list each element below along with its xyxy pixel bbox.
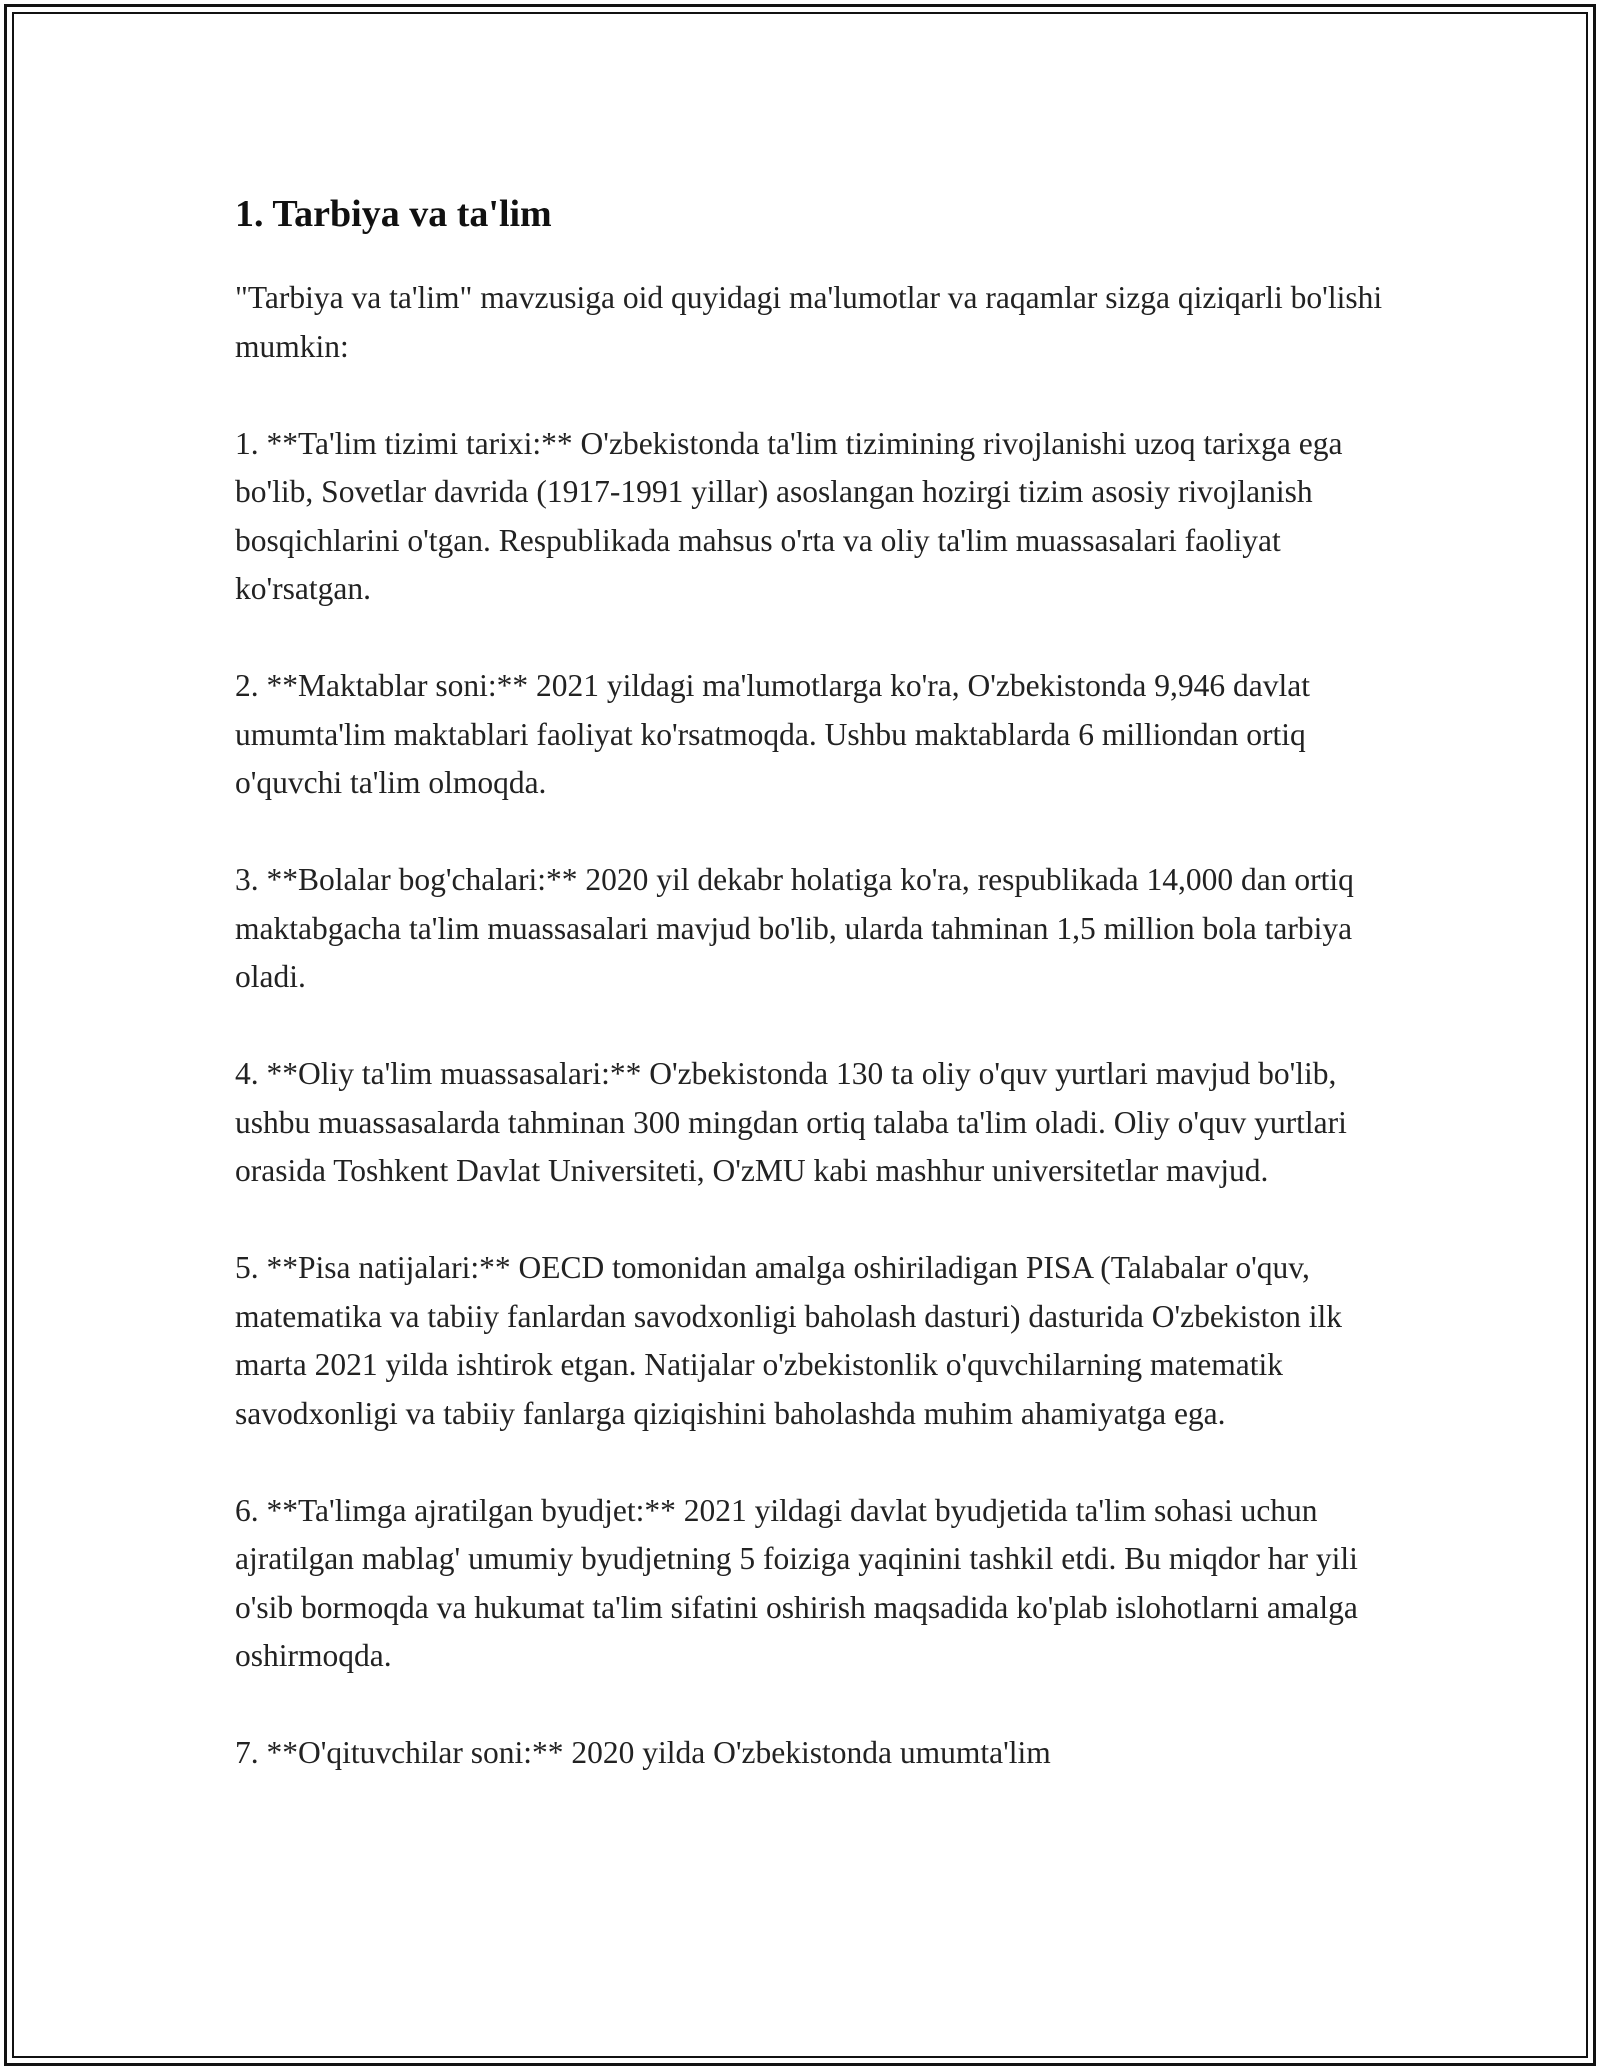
list-item-budget: 6. **Ta'limga ajratilgan byudjet:** 2021 yildagi davlat byudjetida ta'lim sohasi uchun ajratilgan mablag' umumiy byudjetning 5 foiziga yaqinini tashkil etdi. Bu miqdor har yili o'sib bormoqda va hukumat ta'lim sifatini oshirish maqsadida ko'plab islohotlarni amalga oshirmoqda. <box>235 1492 1358 1673</box>
intro-paragraph: "Tarbiya va ta'lim" mavzusiga oid quyidagi ma'lumotlar va raqamlar sizga qiziqarli bo'lishi mumkin: <box>235 280 1383 364</box>
list-item-pisa: 5. **Pisa natijalari:** OECD tomonidan amalga oshiriladigan PISA (Talabalar o'quv, matematika va tabiiy fanlardan savodxonligi baholash dasturi) dasturida O'zbekiston ilk marta 2021 yilda ishtirok etgan. Natijalar o'zbekistonlik o'quvchilarning matematik savodxonligi va tabiiy fanlarga qiziqishini baholashda muhim ahamiyatga ega. <box>235 1250 1343 1431</box>
list-item-history: 1. **Ta'lim tizimi tarixi:** O'zbekistonda ta'lim tizimining rivojlanishi uzoq tarixga ega bo'lib, Sovetlar davrida (1917-1991 yillar) asoslangan hozirgi tizim asosiy rivojlanish bosqichlarini o'tgan. Respublikada mahsus o'rta va oliy ta'lim muassasalari faoliyat ko'rsatgan. <box>235 425 1343 606</box>
document-page <box>235 188 1385 1826</box>
list-item-kindergartens: 3. **Bolalar bog'chalari:** 2020 yil dekabr holatiga ko'ra, respublikada 14,000 dan ortiq maktabgacha ta'lim muassasalari mavjud bo'lib, ularda tahminan 1,5 million bola tarbiya oladi. <box>235 862 1354 994</box>
list-item-higher-education: 4. **Oliy ta'lim muassasalari:** O'zbekistonda 130 ta oliy o'quv yurtlari mavjud bo'lib, ushbu muassasalarda tahminan 300 mingdan ortiq talaba ta'lim oladi. Oliy o'quv yurtlari orasida Toshkent Davlat Universiteti, O'zMU kabi mashhur universitetlar mavjud. <box>235 1056 1347 1188</box>
list-item-schools: 2. **Maktablar soni:** 2021 yildagi ma'lumotlarga ko'ra, O'zbekistonda 9,946 davlat umumta'lim maktablari faoliyat ko'rsatmoqda. Ushbu maktablarda 6 milliondan ortiq o'quvchi ta'lim olmoqda. <box>235 668 1310 800</box>
list-item-teachers: 7. **O'qituvchilar soni:** 2020 yilda O'zbekistonda umumta'lim <box>235 1735 1051 1770</box>
document-title: 1. Tarbiya va ta'lim <box>235 193 552 235</box>
